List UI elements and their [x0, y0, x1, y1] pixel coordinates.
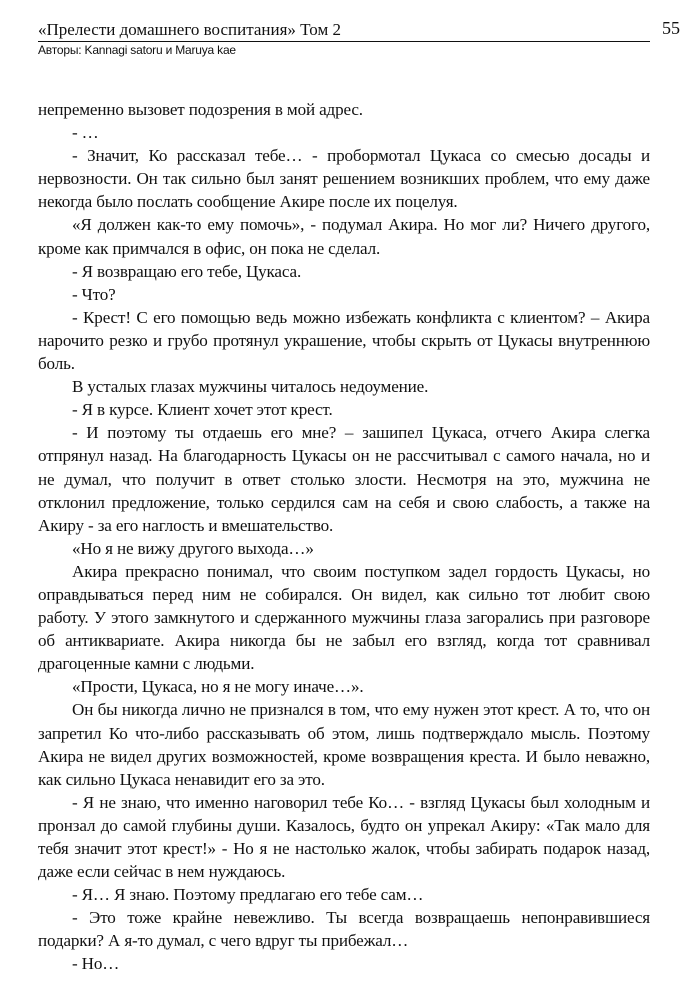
paragraph: - Я возвращаю его тебе, Цукаса. [72, 261, 302, 281]
paragraph: - Я… Я знаю. Поэтому предлагаю его тебе сам… [72, 885, 424, 905]
paragraph: - И поэтому ты отдаешь его мне? – зашипел Цукаса, отчего Акира слегка отпрянул назад. На благодарность Цукасы он не рассчитывал с самого начала, но и не думал, что получит в ответ столько злости. Несмотря на это, мужчина не отклонил предложение, только сердился сам на себя и свою слабость, а также на Акиру - за его наглость и вмешательство. [38, 423, 650, 535]
paragraph: Он бы никогда лично не признался в том, что ему нужен этот крест. А то, что он запретил Ко что-либо рассказывать об этом, лишь подтверждало мысль. Поэтому Акира не видел других возможностей, кроме возвращения креста. И было неважно, как сильно Цукаса ненавидит его за это. [38, 700, 650, 789]
page-number: 55 [662, 18, 680, 38]
paragraph: непременно вызовет подозрения в мой адрес. [38, 100, 363, 119]
page-header [38, 18, 680, 57]
book-title: «Прелести домашнего воспитания» Том 2 [38, 20, 341, 39]
paragraph: - Значит, Ко рассказал тебе… - пробормотал Цукаса со смесью досады и нервозности. Он так сильно был занят решением возникших проблем, что ему даже некогда было послать сообщение Акире после их поцелуя. [38, 146, 650, 212]
paragraph: «Но я не вижу другого выхода…» [72, 538, 314, 558]
paragraph: - Это тоже крайне невежливо. Ты всегда возвращаешь непонравившиеся подарки? А я-то думал, с чего вдруг ты прибежал… [38, 908, 650, 951]
header-row [38, 18, 680, 42]
paragraph: В усталых глазах мужчины читалось недоумение. [72, 377, 429, 397]
paragraph: «Прости, Цукаса, но я не могу иначе…». [72, 677, 364, 697]
paragraph: - … [72, 123, 99, 143]
paragraph: - Я в курсе. Клиент хочет этот крест. [72, 400, 333, 420]
body-text [38, 98, 650, 976]
paragraph: Акира прекрасно понимал, что своим поступком задел гордость Цукасы, но оправдываться перед ним не собирался. Он видел, как сильно тот любит свою работу. У этого замкнутого и сдержанного мужчины глаза загорались при разговоре об антиквариате. Акира никогда бы не забыл его взгляд, когда тот сравнивал драгоценные камни с людьми. [38, 561, 650, 674]
paragraph: «Я должен как-то ему помочь», - подумал Акира. Но мог ли? Ничего другого, кроме как примчался в офис, он пока не сделал. [38, 215, 650, 258]
paragraph: - Я не знаю, что именно наговорил тебе Ко… - взгляд Цукасы был холодным и пронзал до самой глубины души. Казалось, будто он упрекал Акиру: «Так мало для тебя значит этот крест!» - Но я не настолько жалок, чтобы забирать подарок назад, даже если сейчас в нем нуждаюсь. [38, 792, 650, 882]
paragraph: - Крест! С его помощью ведь можно избежать конфликта с клиентом? – Акира нарочито резко и грубо протянул украшение, чтобы скрыть от Цукасы внутреннюю боль. [38, 307, 650, 374]
paragraph: - Но… [72, 954, 120, 974]
authors-line: Авторы: Kannagi satoru и Maruya kae [38, 43, 236, 57]
paragraph: - Что? [72, 284, 116, 304]
